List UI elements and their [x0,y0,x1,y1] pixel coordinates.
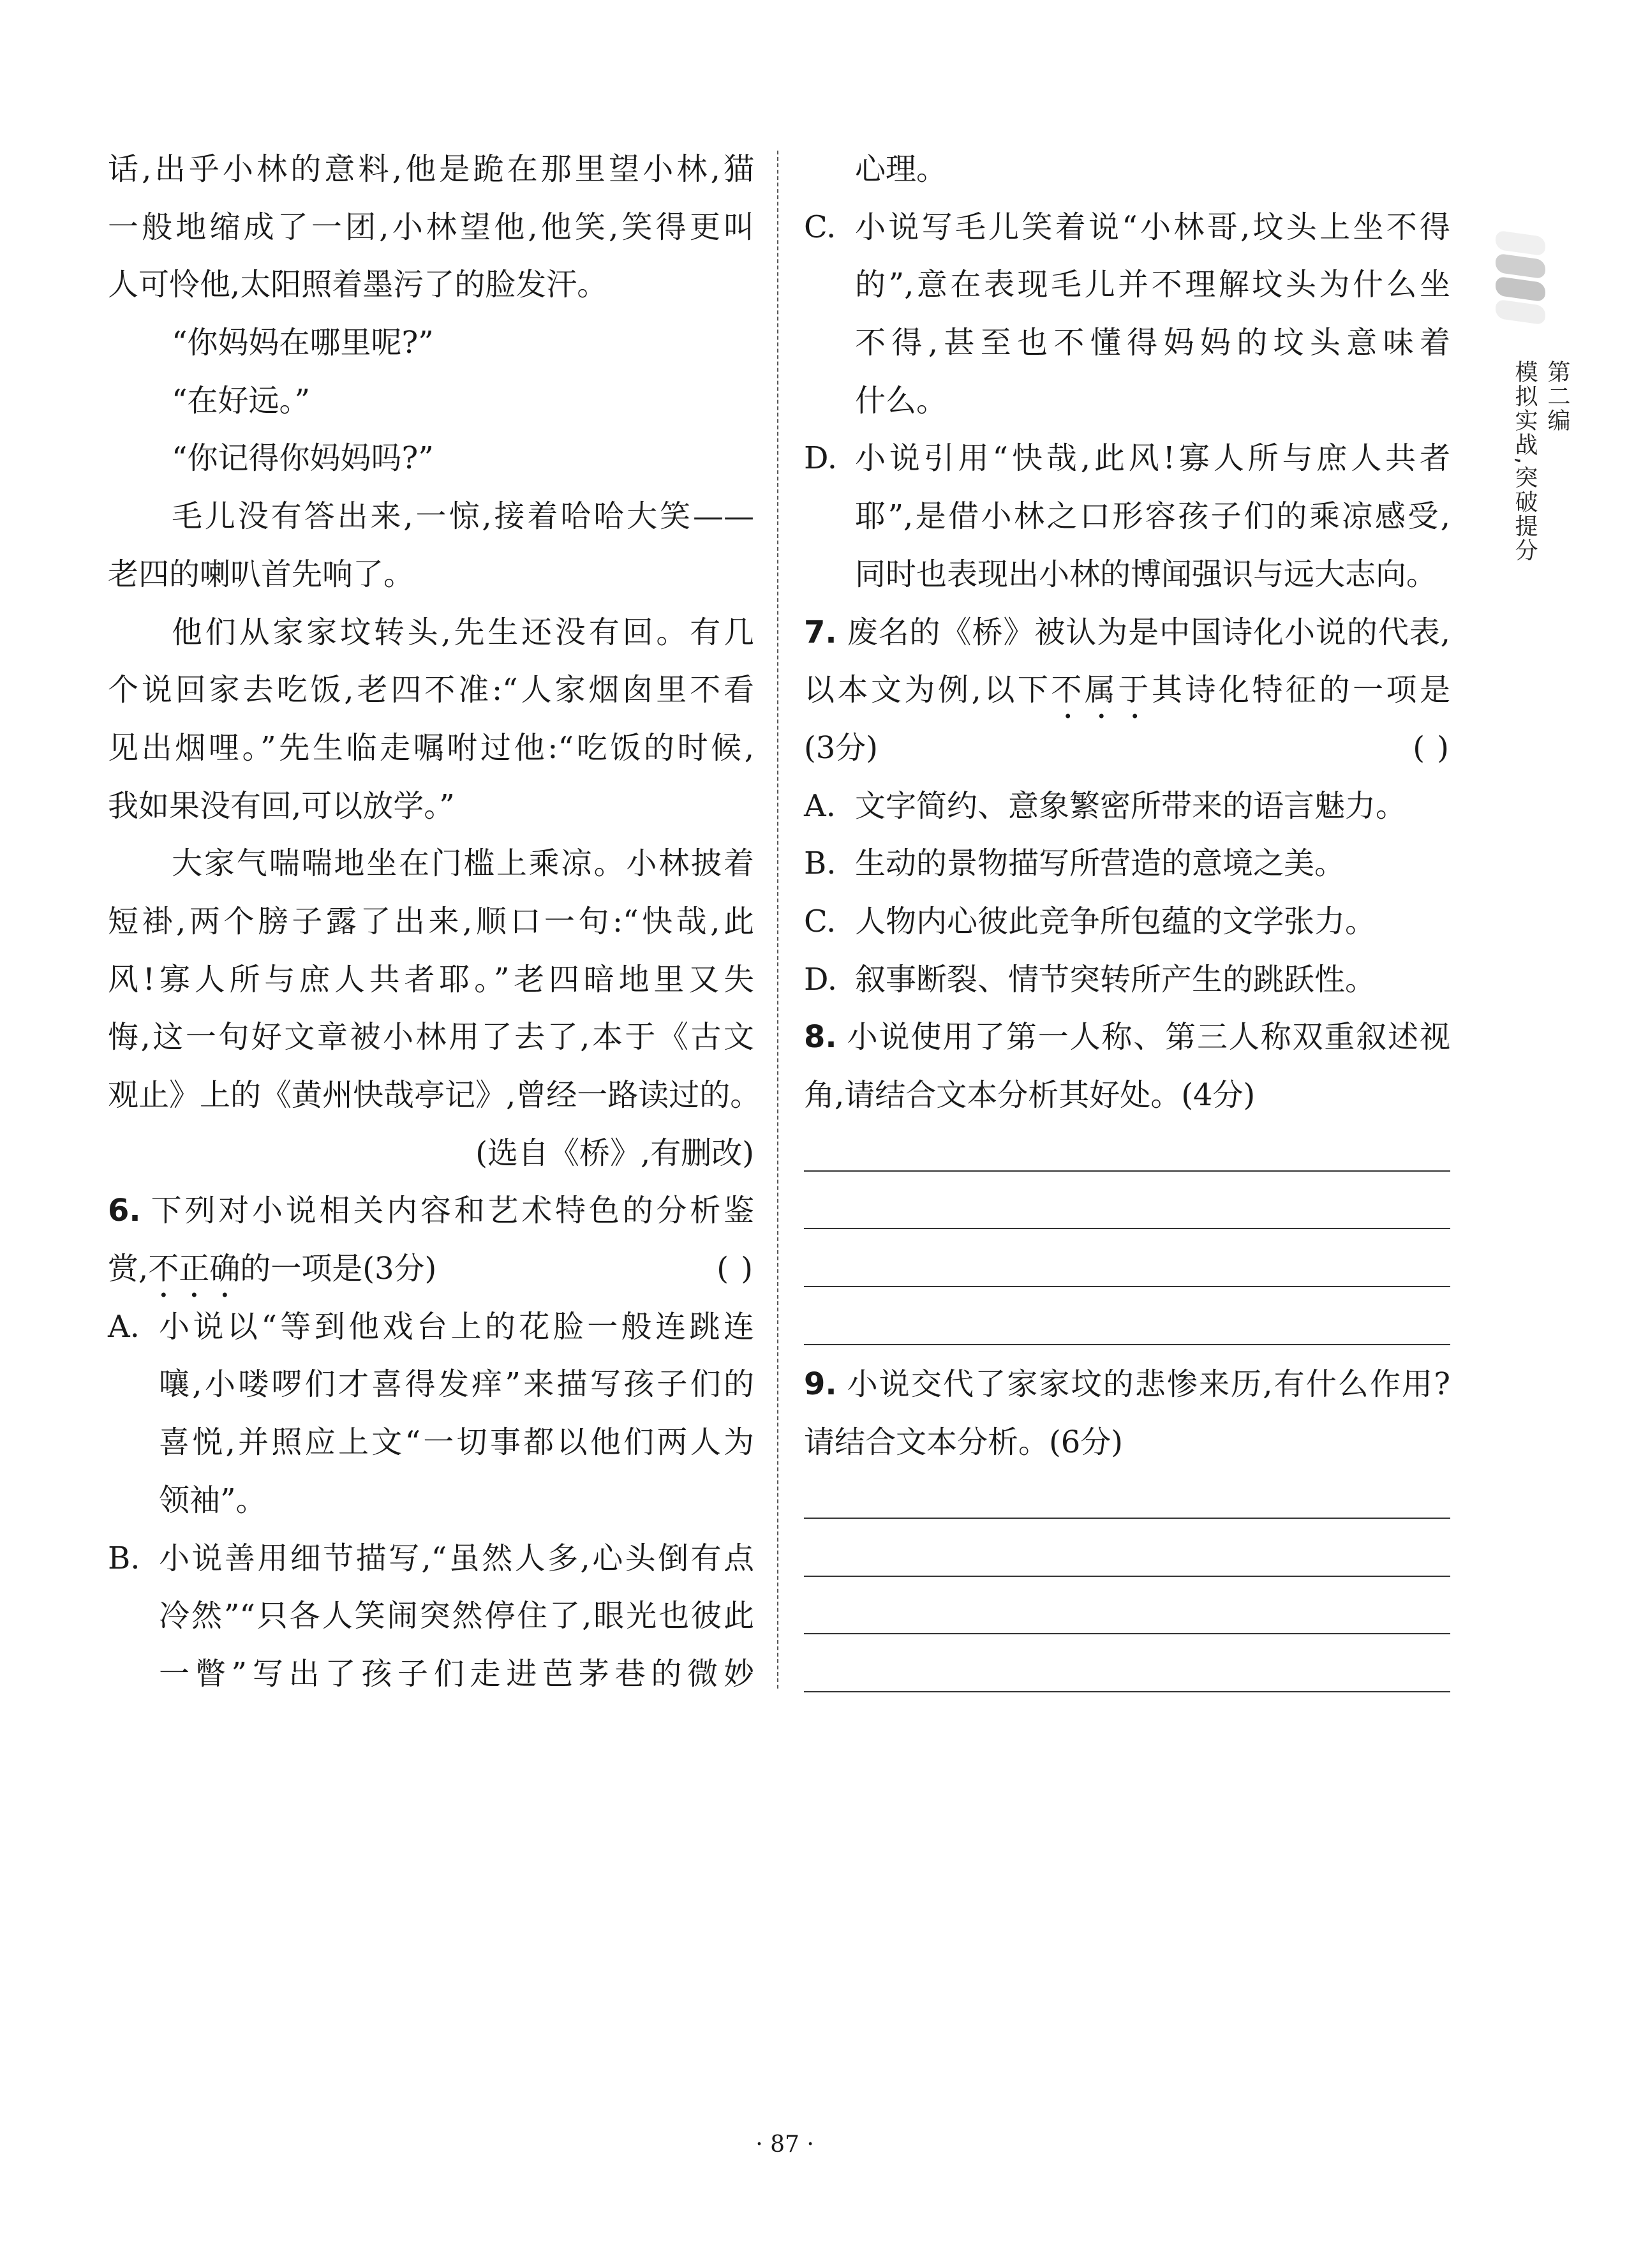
line-text: 小说引用“快哉,此风!寡人所与庶人共者 [855,440,1450,477]
option-label: C. [804,209,836,245]
answer-bracket: ( ) [1413,729,1450,766]
option-line [804,198,1450,257]
option-line [804,893,1450,951]
line-text: 人可怜他,太阳照着墨污了的脸发汗。 [108,267,608,303]
line-text: 耶”,是借小林之口形容孩子们的乘凉感受, [855,498,1450,535]
line-text: (选自《桥》,有删改) [475,1135,754,1171]
option-line [108,1414,754,1472]
line-text: 以本文为例,以下不属于其诗化特征的一项是 [804,672,1450,708]
para-line [108,893,754,951]
option-line [804,429,1450,488]
line-text: 角,请结合文本分析其好处。(4分) [804,1077,1256,1113]
para-line [108,604,754,662]
line-text: 话,出乎小林的意料,他是跪在那里望小林,猫 [108,151,754,187]
answer-line[interactable] [804,1240,1450,1298]
answer-bracket: ( ) [717,1251,754,1287]
line-text: 同时也表现出小林的博闻强识与远大志向。 [855,556,1438,592]
option-line [804,372,1450,430]
option-line [108,1472,754,1530]
question-line [804,604,1450,662]
line-text: 请结合文本分析。(6分) [804,1424,1123,1461]
line-text: 人物内心彼此竞争所包蕴的文学张力。 [855,903,1376,939]
emphasized-text: 不属于 [1051,672,1152,708]
question-number: 8. [804,1019,837,1056]
line-text: 见出烟哩。”先生临走嘱咐过他:“吃饭的时候, [108,729,754,766]
line-text: 嚷,小喽啰们才喜得发痒”来描写孩子们的 [159,1366,754,1403]
option-label: B. [804,846,836,882]
line-text: 废名的《桥》被认为是中国诗化小说的代表, [847,614,1450,650]
option-line [804,777,1450,835]
para-line [108,835,754,893]
line-text: 我如果没有回,可以放学。” [108,787,455,824]
para-line [108,777,754,835]
line-text: 领袖”。 [159,1482,267,1518]
line-text: 毛儿没有答出来,一惊,接着哈哈大笑—— [172,498,754,535]
line-text: 小说以“等到他戏台上的花脸一般连跳连 [159,1308,754,1345]
line-text: 悔,这一句好文章被小林用了去了,本于《古文 [108,1019,754,1056]
para-line [108,314,754,372]
part-label: 第二编 [1544,360,1570,433]
option-line [804,546,1450,604]
option-line [804,835,1450,893]
option-line [804,256,1450,314]
option-line [804,140,1450,198]
option-line [108,1645,754,1703]
source-line [108,1124,754,1182]
para-line [108,140,754,198]
question-line [804,1355,1450,1414]
answer-line[interactable] [804,1530,1450,1588]
line-text: 冷然”“只各人笑闹突然停住了,眼光也彼此 [159,1598,754,1634]
answer-line[interactable] [804,1587,1450,1645]
left-column [108,140,761,1703]
para-line [108,256,754,314]
para-line [108,1008,754,1066]
emphasized-text: 不正确 [148,1251,241,1287]
line-text: 一般地缩成了一团,小林望他,他笑,笑得更叫 [108,209,754,245]
line-text: 小说善用细节描写,“虽然人多,心头倒有点 [159,1540,754,1576]
question-line [804,719,1450,777]
line-text: 老四的喇叭首先响了。 [108,556,415,592]
line-text: 他们从家家坟转头,先生还没有回。有几 [172,614,754,650]
line-text: 心理。 [855,151,947,187]
answer-line[interactable] [804,1182,1450,1240]
line-text: 一瞥”写出了孩子们走进芭茅巷的微妙 [159,1655,754,1692]
para-line [108,719,754,777]
line-text: 叙事断裂、情节突转所产生的跳跃性。 [855,961,1376,997]
para-line [108,372,754,430]
option-line [108,1587,754,1645]
part-title: 模拟实战,突破提分 [1512,360,1538,563]
option-line [108,1355,754,1414]
para-line [108,198,754,257]
para-line [108,429,754,488]
option-line [804,951,1450,1009]
answer-line[interactable] [804,1472,1450,1530]
page-number: · 87 · [755,2131,814,2158]
line-text: “在好远。” [172,382,311,419]
option-line [108,1298,754,1356]
line-text: (3分) [804,729,878,766]
question-number: 9. [804,1366,837,1403]
option-line [804,488,1450,546]
answer-line[interactable] [804,1298,1450,1356]
line-text: 大家气喘喘地坐在门槛上乘凉。小林披着 [172,846,754,882]
line-text: 下列对小说相关内容和艺术特色的分析鉴 [151,1193,754,1229]
question-line [804,1414,1450,1472]
line-text: 的”,意在表现毛儿并不理解坟头为什么坐 [855,267,1450,303]
line-text: 生动的景物描写所营造的意境之美。 [855,846,1346,882]
line-text: 喜悦,并照应上文“一切事都以他们两人为 [159,1424,754,1461]
option-line [108,1530,754,1588]
right-column [804,140,1450,1703]
line-text: 赏,不正确的一项是(3分) [108,1251,437,1287]
line-text: “你记得你妈妈吗?” [172,440,434,477]
question-number: 6. [108,1193,141,1229]
column-divider [777,151,778,1689]
question-number: 7. [804,614,837,650]
question-line [108,1182,754,1240]
question-line [108,1240,754,1298]
para-line [108,488,754,546]
option-label: A. [108,1308,140,1345]
question-line [804,1066,1450,1124]
line-text: 小说交代了家家坟的悲惨来历,有什么作用? [847,1366,1450,1403]
line-text: 短褂,两个膀子露了出来,顺口一句:“快哉,此 [108,903,754,939]
question-line [804,1008,1450,1066]
option-label: A. [804,787,836,824]
para-line [108,546,754,604]
option-line [804,314,1450,372]
option-label: D. [804,440,838,477]
line-text: 个说回家去吃饭,老四不准:“人家烟囱里不看 [108,672,754,708]
para-line [108,661,754,719]
section-sidebar [1487,230,1570,563]
option-label: B. [108,1540,140,1576]
brush-decoration-icon [1487,234,1557,322]
line-text: 什么。 [855,382,947,419]
line-text: “你妈妈在哪里呢?” [172,325,434,361]
line-text: 不得,甚至也不懂得妈妈的坟头意味着 [855,325,1450,361]
line-text: 文字简约、意象繁密所带来的语言魅力。 [855,787,1407,824]
line-text: 风!寡人所与庶人共者耶。”老四暗地里又失 [108,961,754,997]
para-line [108,1066,761,1124]
option-label: C. [804,903,836,939]
option-label: D. [804,961,838,997]
answer-line[interactable] [804,1645,1450,1703]
line-text: 观止》上的《黄州快哉亭记》,曾经一路读过的。 [108,1077,761,1113]
para-line [108,951,754,1009]
line-text: 小说使用了第一人称、第三人称双重叙述视 [847,1019,1450,1056]
answer-line[interactable] [804,1124,1450,1182]
line-text: 小说写毛儿笑着说“小林哥,坟头上坐不得 [855,209,1450,245]
question-line [804,661,1450,719]
